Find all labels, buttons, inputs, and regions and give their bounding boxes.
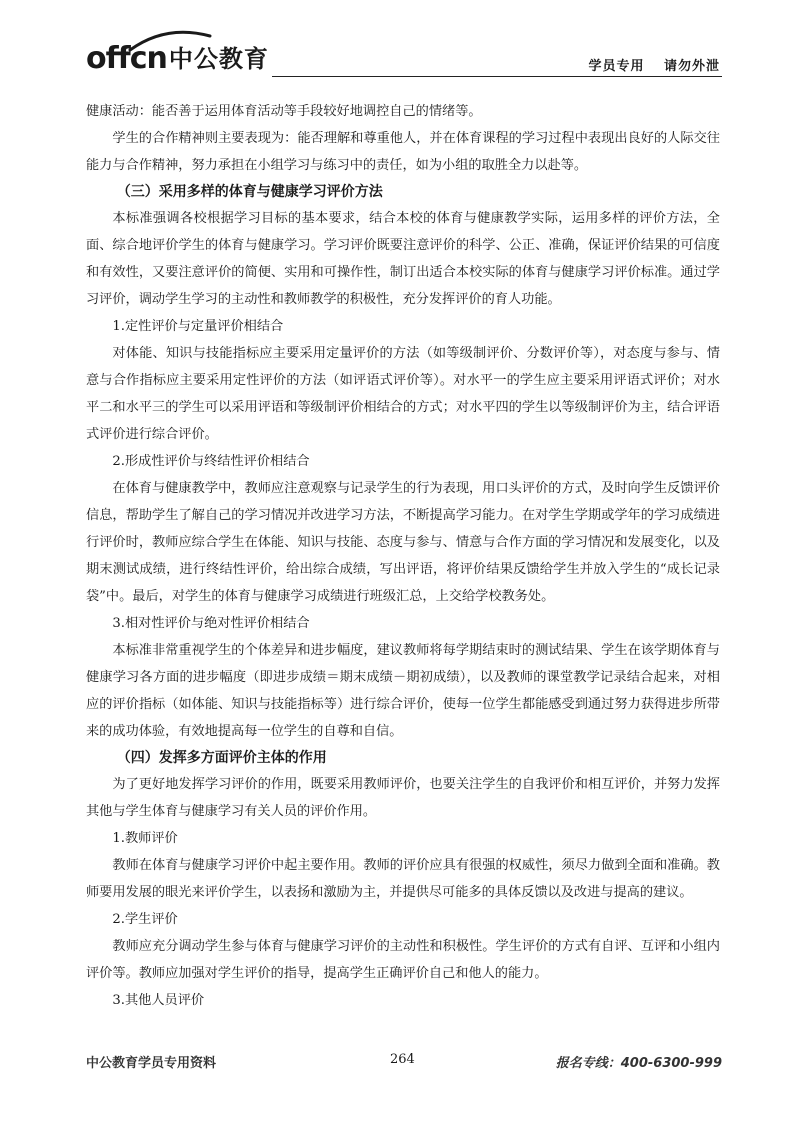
page-footer <box>86 1052 722 1074</box>
paragraph: 为了更好地发挥学习评价的作用，既要采用教师评价，也要关注学生的自我评价和相互评价，并努力发挥其他与学生体育与健康学习有关人员的评价作用。 <box>86 777 720 819</box>
header-label-no-leak: 请勿外泄 <box>663 59 720 74</box>
section-heading: （四）发挥多方面评价主体的作用 <box>116 750 327 766</box>
logo-latin-text: offcn <box>86 41 167 76</box>
footer-source: 中公教育学员专用资料 <box>86 1056 217 1071</box>
paragraph: 本标准非常重视学生的个体差异和进步幅度，建议教师将每学期结束时的测试结果、学生在该学期体育与健康学习各方面的进步幅度（即进步成绩＝期末成绩－期初成绩），以及教师的课堂教学记录结合起来，对相应的评价指标（如体能、知识与技能指标等）进行综合评价，使每一位学生都能感受到通过努力获得进步所带来的成功体验，有效地提高每一位学生的自尊和自信。 <box>86 643 720 739</box>
page-header <box>86 36 722 84</box>
subheading: 2.学生评价 <box>112 912 178 927</box>
offcn-logo <box>86 42 269 76</box>
section-heading: （三）采用多样的体育与健康学习评价方法 <box>116 184 383 200</box>
subheading: 1.定性评价与定量评价相结合 <box>112 319 284 334</box>
page-number: 264 <box>390 1052 415 1067</box>
paragraph: 教师应充分调动学生参与体育与健康学习评价的主动性和积极性。学生评价的方式有自评、互评和小组内评价等。教师应加强对学生评价的指导，提高学生正确评价自己和他人的能力。 <box>86 939 720 981</box>
subheading: 3.相对性评价与绝对性评价相结合 <box>112 616 310 631</box>
paragraph: 健康活动：能否善于运用体育活动等手段较好地调控自己的情绪等。 <box>86 104 482 119</box>
header-label-student-only: 学员专用 <box>588 59 645 74</box>
subheading: 3.其他人员评价 <box>112 993 205 1008</box>
paragraph: 本标准强调各校根据学习目标的基本要求，结合本校的体育与健康教学实际，运用多样的评价方法，全面、综合地评价学生的体育与健康学习。学习评价既要注意评价的科学、公正、准确，保证评价结果的可信度和有效性，又要注意评价的简便、实用和可操作性，制订出适合本校实际的体育与健康学习评价标准。通过学习评价，调动学生学习的主动性和教师教学的积极性，充分发挥评价的育人功能。 <box>86 211 720 307</box>
page-body <box>86 98 720 1014</box>
paragraph: 学生的合作精神则主要表现为：能否理解和尊重他人，并在体育课程的学习过程中表现出良好的人际交往能力与合作精神，努力承担在小组学习与练习中的责任，如为小组的取胜全力以赴等。 <box>86 131 720 173</box>
subheading: 2.形成性评价与终结性评价相结合 <box>112 454 310 469</box>
paragraph: 在体育与健康教学中，教师应注意观察与记录学生的行为表现，用口头评价的方式，及时向学生反馈评价信息，帮助学生了解自己的学习情况并改进学习方法，不断提高学习能力。在对学生学期或学年的学习成绩进行评价时，教师应综合学生在体能、知识与技能、态度与参与、情意与合作方面的学习情况和发展变化，以及期末测试成绩，进行终结性评价，给出综合成绩，写出评语，将评价结果反馈给学生并放入学生的“成长记录袋”中。最后，对学生的体育与健康学习成绩进行班级汇总，上交给学校教务处。 <box>86 481 720 604</box>
paragraph: 对体能、知识与技能指标应主要采用定量评价的方法（如等级制评价、分数评价等），对态度与参与、情意与合作指标应主要采用定性评价的方法（如评语式评价等）。对水平一的学生应主要采用评语式评价；对水平二和水平三的学生可以采用评语和等级制评价相结合的方式；对水平四的学生以等级制评价为主，结合评语式评价进行综合评价。 <box>86 346 720 442</box>
header-rule <box>272 76 722 77</box>
logo-arc-icon <box>126 30 212 52</box>
footer-hotline: 报名专线：400-6300-999 <box>555 1056 722 1071</box>
subheading: 1.教师评价 <box>112 831 178 846</box>
logo-cn-text: 中公教育 <box>168 45 269 73</box>
header-labels <box>574 55 720 74</box>
paragraph: 教师在体育与健康学习评价中起主要作用。教师的评价应具有很强的权威性，须尽力做到全面和准确。教师要用发展的眼光来评价学生，以表扬和激励为主，并提供尽可能多的具体反馈以及改进与提高的建议。 <box>86 858 720 900</box>
